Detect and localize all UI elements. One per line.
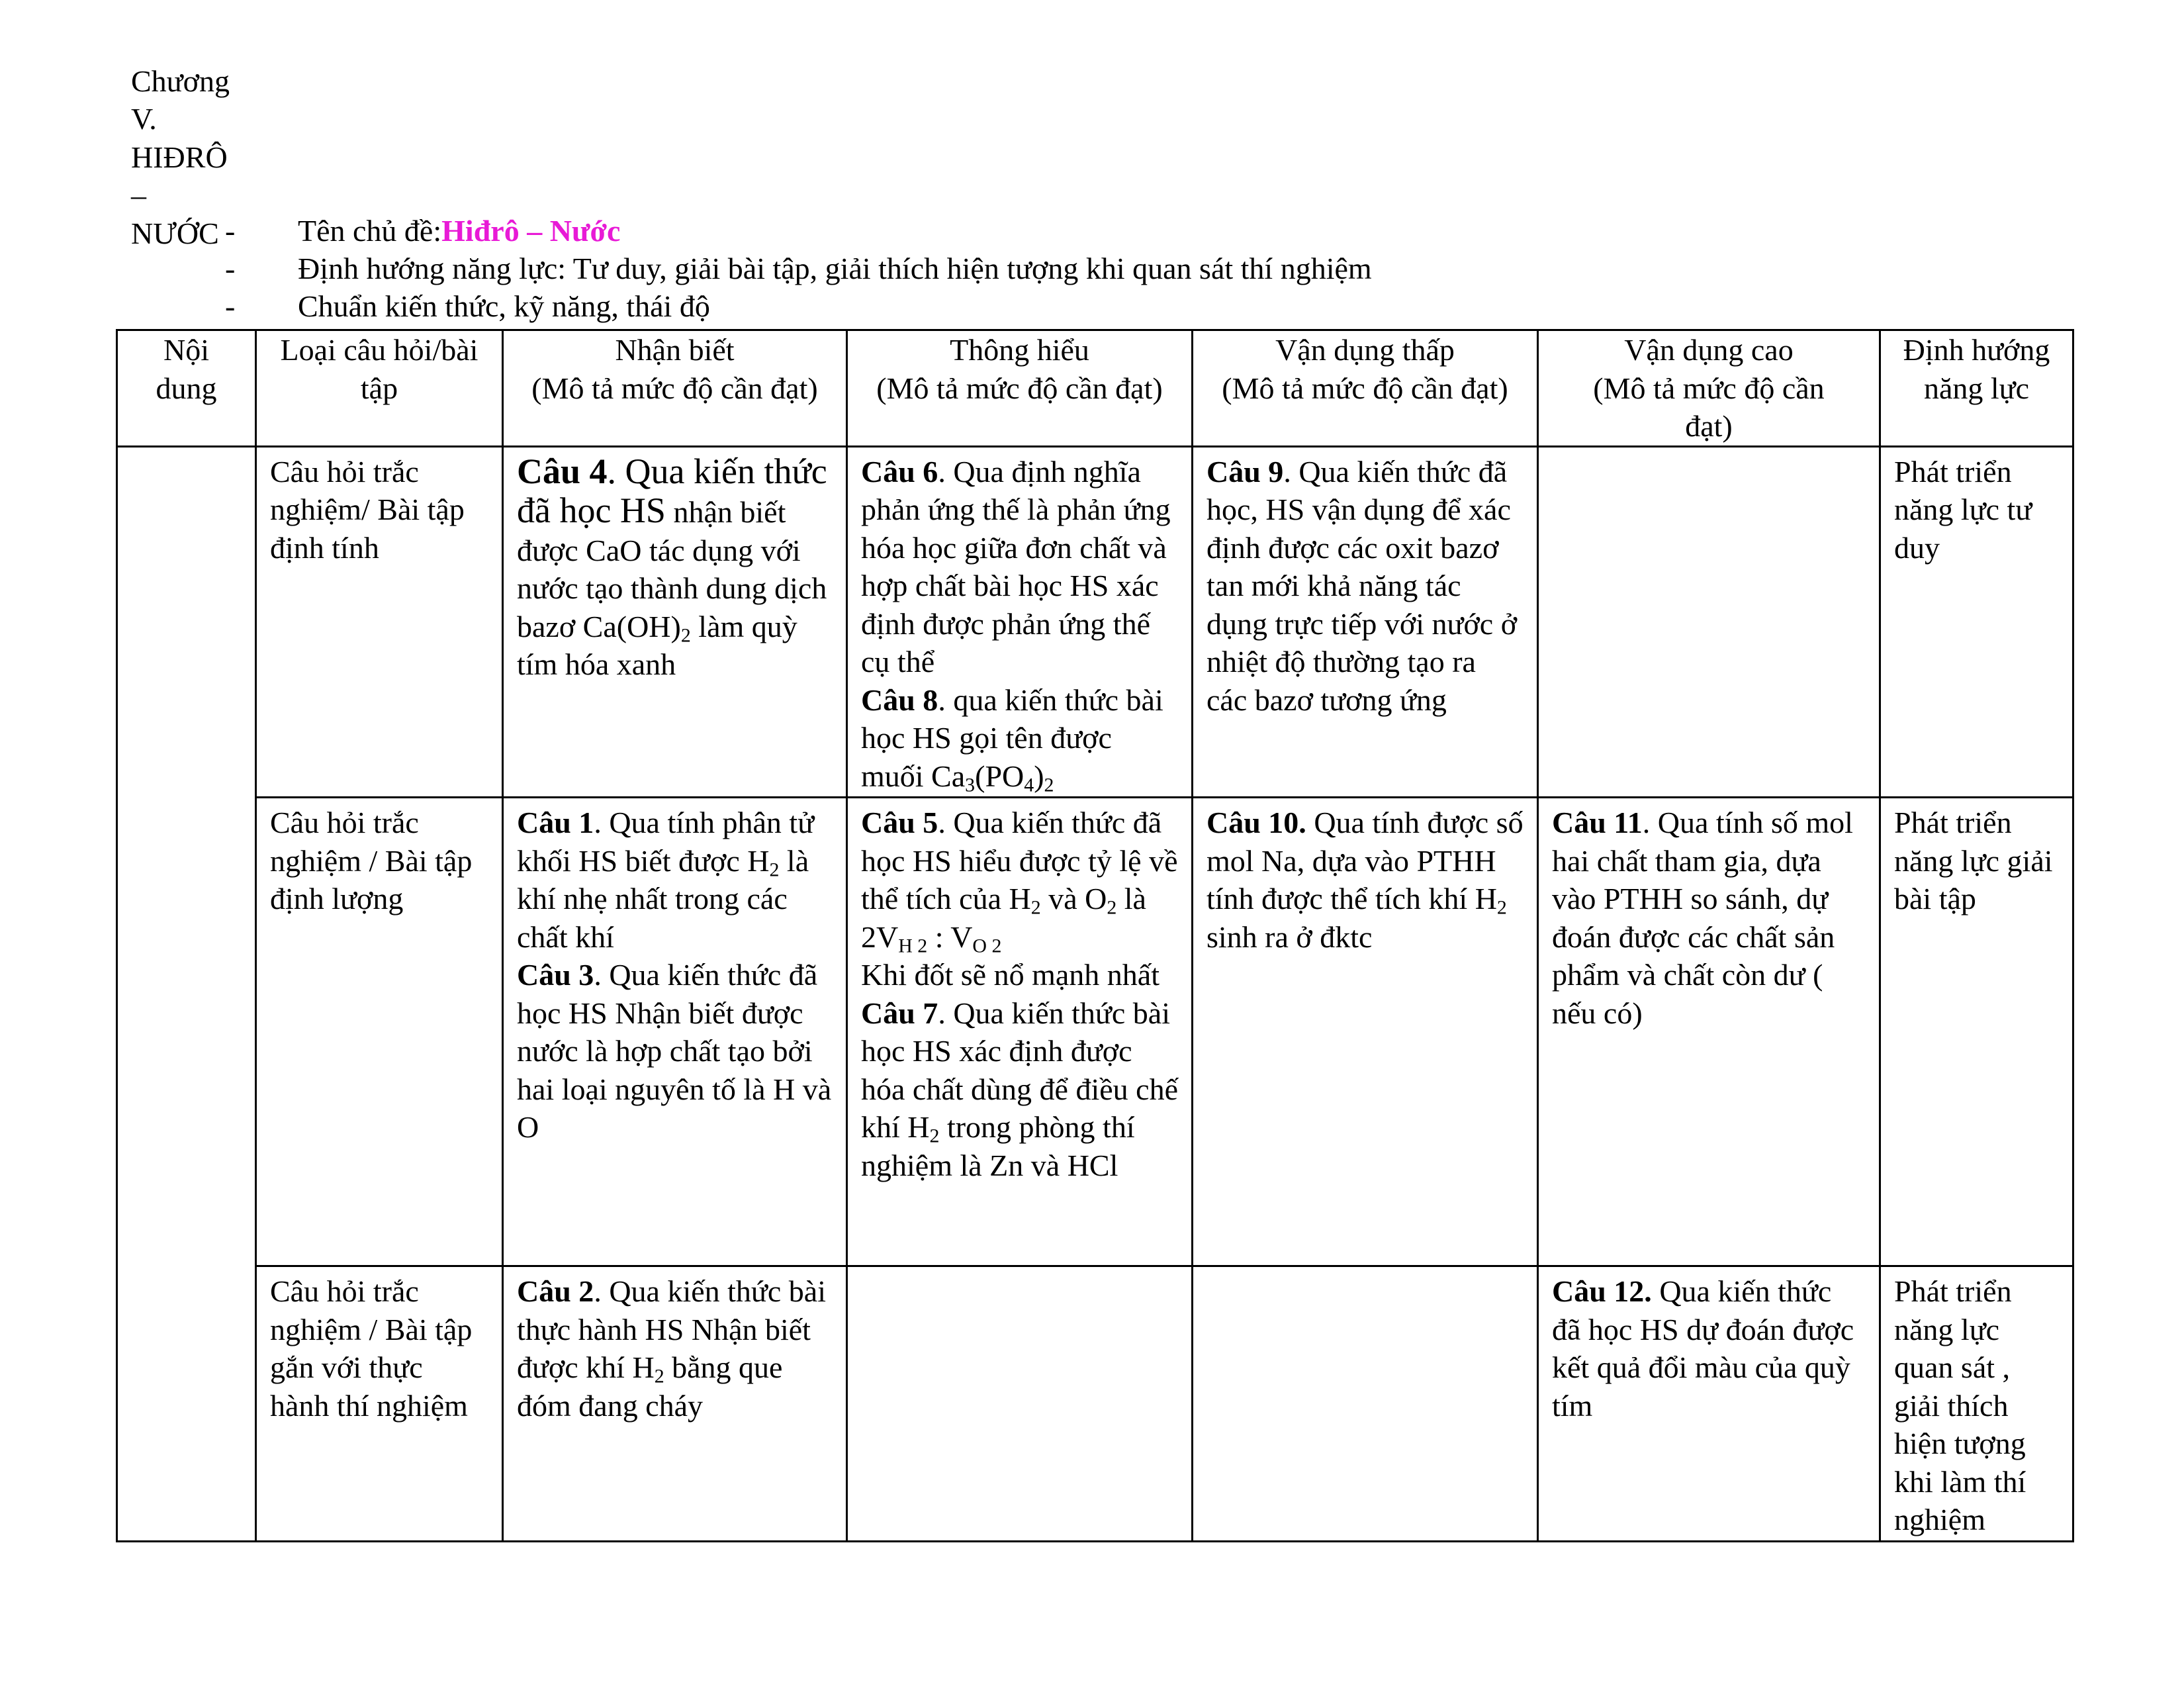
header-content: Nội dung (117, 330, 256, 447)
header-understand: Thông hiểu (Mô tả mức độ cần đạt) (847, 330, 1193, 447)
content-cell-chapter: Chương V. HIĐRÔ – NƯỚC (117, 446, 256, 1541)
question-label: Câu 12. (1552, 1274, 1652, 1308)
orientation-text: Định hướng năng lực: Tư duy, giải bài tập, giải thích hiện tượng khi quan sát thí nghiệm (298, 252, 1372, 285)
table-row (117, 1266, 2073, 1542)
header-apply-low: Vận dụng thấp (Mô tả mức độ cần đạt) (1193, 330, 1538, 447)
topic-label: Tên chủ đề: (298, 214, 442, 248)
header-bullets (225, 212, 2078, 325)
understand-cell: Câu 6. Qua định nghĩa phản ứng thế là phản ứng hóa học giữa đơn chất và hợp chất bài học HS xác định được phản ứng thế cụ thể Câu 8. qua kiến thức bài học HS gọi tên được muối $Ca_3(PO_4)_2$ (847, 446, 1193, 798)
question-type-cell: Câu hỏi trắc nghiệm/ Bài tập định tính (256, 446, 503, 798)
standard-text: Chuẩn kiến thức, kỹ năng, thái độ (298, 289, 710, 323)
question-label: Câu 9 (1206, 454, 1284, 489)
question-type-cell: Câu hỏi trắc nghiệm / Bài tập gắn với thực hành thí nghiệm (256, 1266, 503, 1542)
recognize-cell: Câu 4. Qua kiến thức đã học HS nhận biết được CaO tác dụng với nước tạo thành dung dịch bazơ $Ca(OH)_2$ làm quỳ tím hóa xanh (503, 446, 847, 798)
bullet-dash: - (225, 214, 236, 248)
competency-cell: Phát triển năng lực tư duy (1880, 446, 2073, 798)
understand-cell: Câu 5. Qua kiến thức đã học HS hiểu được tỷ lệ về thể tích của $H_2$ và $O_2$ là $2V_{H 2}$ : $V_{O 2}$ Khi đốt sẽ nổ mạnh nhất Câu 7. Qua kiến thức bài học HS xác định được hóa chất dùng để điều chế khí $H_2$ trong phòng thí nghiệm là Zn và HCl (847, 798, 1193, 1266)
bullet-dash: - (225, 289, 236, 323)
table-row (117, 798, 2073, 1266)
table-header-row (117, 330, 2073, 447)
standard-line (225, 287, 2078, 325)
apply-low-cell (1193, 1266, 1538, 1542)
question-label: Câu 4 (517, 451, 608, 491)
competency-cell: Phát triển năng lực giải bài tập (1880, 798, 2073, 1266)
question-label: Câu 3 (517, 958, 594, 992)
question-label: Câu 7 (861, 996, 938, 1030)
question-label: Câu 6 (861, 454, 938, 489)
recognize-cell: Câu 1. Qua tính phân tử khối HS biết được $H_2$ là khí nhẹ nhất trong các chất khí Câu 3. Qua kiến thức đã học HS Nhận biết được nước là hợp chất tạo bởi hai loại nguyên tố là H và O (503, 798, 847, 1266)
header-recognize: Nhận biết (Mô tả mức độ cần đạt) (503, 330, 847, 447)
recognize-cell: Câu 2. Qua kiến thức bài thực hành HS Nhận biết được khí $H_2$ bằng que đóm đang cháy (503, 1266, 847, 1542)
apply-low-cell: Câu 10. Qua tính được số mol Na, dựa vào PTHH tính được thể tích khí $H_2$ sinh ra ở đktc (1193, 798, 1538, 1266)
bullet-dash: - (225, 252, 236, 285)
question-type-cell: Câu hỏi trắc nghiệm / Bài tập định lượng (256, 798, 503, 1266)
header-question-type: Loại câu hỏi/bài tập (256, 330, 503, 447)
question-label: Câu 8 (861, 682, 938, 717)
question-label: Câu 11 (1552, 806, 1643, 839)
question-label: Câu 1 (517, 806, 594, 839)
table-row (117, 446, 2073, 798)
topic-value: Hiđrô – Nước (441, 214, 621, 248)
apply-high-cell (1538, 446, 1880, 798)
competency-cell: Phát triển năng lực quan sát , giải thích hiện tượng khi làm thí nghiệm (1880, 1266, 2073, 1542)
apply-high-cell: Câu 11. Qua tính số mol hai chất tham gia, dựa vào PTHH so sánh, dự đoán được các chất sản phẩm và chất còn dư ( nếu có) (1538, 798, 1880, 1266)
apply-low-cell: Câu 9. Qua kiến thức đã học, HS vận dụng để xác định được các oxit bazơ tan mới khả năng tác dụng trực tiếp với nước ở nhiệt độ thường tạo ra các bazơ tương ứng (1193, 446, 1538, 798)
question-label: Câu 10. (1206, 806, 1306, 839)
understand-cell (847, 1266, 1193, 1542)
topic-line (225, 212, 2078, 250)
question-label: Câu 2 (517, 1274, 594, 1308)
apply-high-cell: Câu 12. Qua kiến thức đã học HS dự đoán được kết quả đổi màu của quỳ tím (1538, 1266, 1880, 1542)
orientation-line (225, 250, 2078, 287)
header-apply-high: Vận dụng cao (Mô tả mức độ cần đạt) (1538, 330, 1880, 447)
header-competency: Định hướng năng lực (1880, 330, 2073, 447)
question-label: Câu 5 (861, 806, 938, 839)
